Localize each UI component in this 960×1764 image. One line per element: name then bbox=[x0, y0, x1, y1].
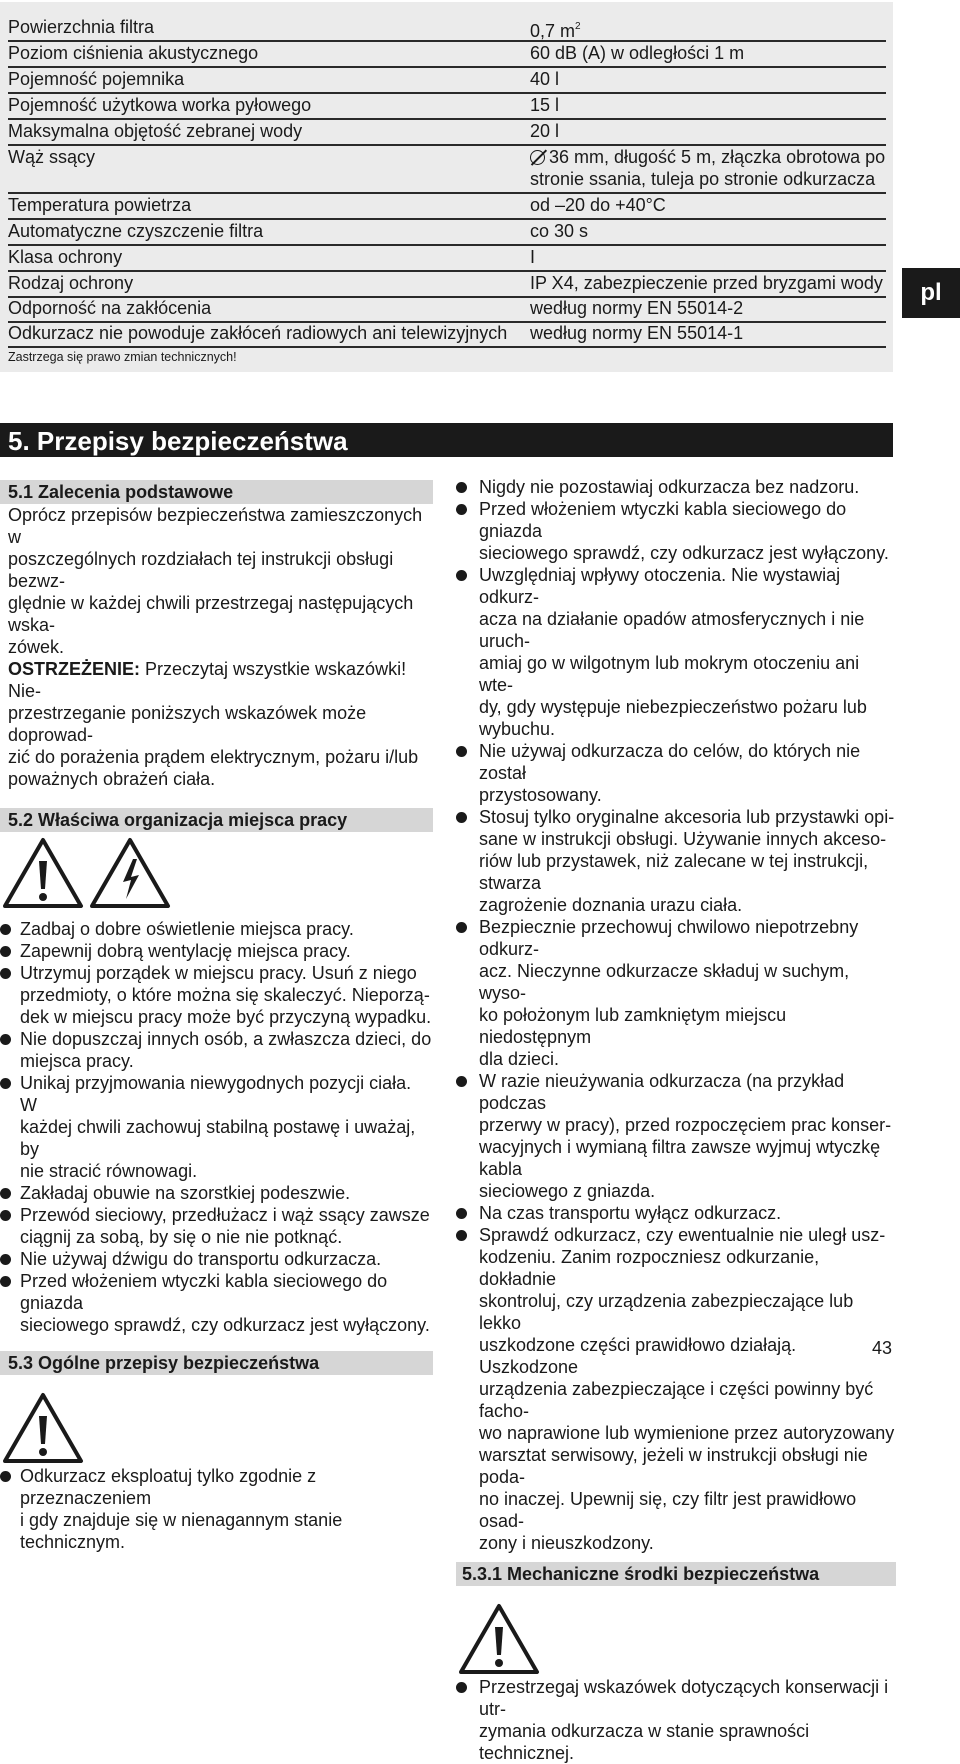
list-item bbox=[8, 962, 433, 1028]
spec-row bbox=[8, 16, 886, 42]
text-line: Zapewnij dobrą wentylację miejsca pracy. bbox=[20, 941, 351, 961]
text-line: acz. Nieczynne odkurzacze składuj w suchym, wyso- bbox=[479, 961, 850, 1003]
text-line: poszczególnych rozdziałach tej instrukcji obsługi bezwz- bbox=[8, 549, 394, 591]
text-line: acza na działanie opadów atmosferycznych i nie uruch- bbox=[479, 609, 865, 651]
text-line: kodzeniu. Zanim rozpoczniesz odkurzanie, dokładnie bbox=[479, 1247, 820, 1289]
text-line: przestrzeganie poniższych wskazówek może doprowad- bbox=[8, 703, 367, 745]
text-line: przerwy w pracy), przed rozpoczęciem prac konser- bbox=[479, 1115, 892, 1135]
subsection-heading: 5.1 Zalecenia podstawowe bbox=[0, 480, 433, 504]
text-line: urządzenia zabezpieczające i części powinny być facho- bbox=[479, 1379, 874, 1421]
section-heading-text: 5. Przepisy bezpieczeństwa bbox=[8, 426, 348, 456]
list-item bbox=[8, 1204, 433, 1248]
spec-label: Poziom ciśnienia akustycznego bbox=[8, 43, 259, 63]
list-item bbox=[8, 1465, 433, 1553]
paragraph bbox=[8, 504, 433, 790]
spec-value bbox=[530, 16, 581, 42]
text-line: Stosuj tylko oryginalne akcesoria lub przystawki opi- bbox=[479, 807, 895, 827]
spec-row bbox=[8, 220, 886, 246]
text-line: poważnych obrażeń ciała. bbox=[8, 769, 216, 789]
text-line: przystosowany. bbox=[479, 785, 602, 805]
list-item bbox=[8, 1270, 433, 1336]
warning-icon bbox=[2, 1392, 84, 1464]
text-line: Bezpiecznie przechowuj chwilowo niepotrzebny odkurz- bbox=[479, 917, 859, 959]
text-line: Sprawdź odkurzacz, czy ewentualnie nie uległ usz- bbox=[479, 1225, 886, 1245]
safety-icons bbox=[462, 1603, 896, 1675]
text-line: zagrożenie doznania urazu ciała. bbox=[479, 895, 743, 915]
text-line: Odkurzacz eksploatuj tylko zgodnie z przeznaczeniem bbox=[20, 1466, 317, 1508]
spec-value: IP X4, zabezpieczenie przed bryzgami wody bbox=[530, 273, 883, 293]
list-item bbox=[8, 1248, 433, 1270]
list-item bbox=[462, 1070, 896, 1202]
warning-icon bbox=[2, 837, 84, 909]
text-line: sieciowego sprawdź, czy odkurzacz jest wyłączony. bbox=[479, 543, 889, 563]
spec-row bbox=[8, 120, 886, 146]
text-line: zony i nieuszkodzony. bbox=[479, 1533, 654, 1553]
right-column bbox=[462, 476, 896, 1764]
spec-label: Klasa ochrony bbox=[8, 247, 123, 267]
spec-value: 60 dB (A) w odległości 1 m bbox=[530, 43, 745, 63]
high-voltage-icon bbox=[89, 837, 171, 909]
spec-value-line: 36 mm, długość 5 m, złączka obrotowa po bbox=[549, 147, 886, 167]
text-line: Przeczytaj wszystkie wskazówki! Nie- bbox=[8, 659, 407, 701]
spec-row bbox=[8, 94, 886, 120]
text-line: przedmioty, o które można się skaleczyć. Nieporzą- bbox=[20, 985, 430, 1005]
text-line: Nigdy nie pozostawiaj odkurzacza bez nadzoru. bbox=[479, 477, 860, 497]
spec-note: Zastrzega się prawo zmian technicznych! bbox=[8, 350, 237, 364]
list-item bbox=[462, 1202, 896, 1224]
text-line: miejsca pracy. bbox=[20, 1051, 134, 1071]
spec-value: według normy EN 55014-1 bbox=[530, 323, 744, 343]
subsection-heading: 5.3.1 Mechaniczne środki bezpieczeństwa bbox=[456, 1562, 896, 1586]
list-item bbox=[462, 740, 896, 806]
text-line: dek w miejscu pracy może być przyczyną wypadku. bbox=[20, 1007, 432, 1027]
text-line: skontroluj, czy urządzenia zabezpieczające lub lekko bbox=[479, 1291, 854, 1333]
text-line: każdej chwili zachowuj stabilną postawę i uważaj, by bbox=[20, 1117, 416, 1159]
text-line: Nie używaj dźwigu do transportu odkurzacza. bbox=[20, 1249, 382, 1269]
spec-label: Rodzaj ochrony bbox=[8, 273, 134, 293]
text-line: sieciowego z gniazda. bbox=[479, 1181, 656, 1201]
text-line: Przestrzegaj wskazówek dotyczących konserwacji i utr- bbox=[479, 1677, 889, 1719]
list-item bbox=[462, 1224, 896, 1554]
text-line: riów lub przystawek, niż zalecane w tej instrukcji, stwarza bbox=[479, 851, 869, 893]
spec-value bbox=[530, 146, 885, 190]
list-item bbox=[8, 1028, 433, 1072]
spec-row bbox=[8, 68, 886, 94]
safety-icons bbox=[8, 837, 433, 915]
spec-value: 15 l bbox=[530, 95, 560, 115]
spec-row bbox=[8, 42, 886, 68]
bullet-list bbox=[462, 476, 896, 1554]
text-line: Nie używaj odkurzacza do celów, do których nie został bbox=[479, 741, 861, 783]
spec-table bbox=[0, 2, 893, 372]
text-line: sieciowego sprawdź, czy odkurzacz jest wyłączony. bbox=[20, 1315, 430, 1335]
spec-label: Odkurzacz nie powoduje zakłóceń radiowych ani telewizyjnych bbox=[8, 323, 508, 343]
text-line: wo naprawione lub wymienione przez autoryzowany bbox=[479, 1423, 895, 1443]
list-item bbox=[462, 1676, 896, 1764]
spec-value: 20 l bbox=[530, 121, 560, 141]
spec-value: I bbox=[530, 247, 536, 267]
list-item bbox=[8, 1182, 433, 1204]
bullet-list bbox=[8, 1465, 433, 1553]
text-line: Nie dopuszczaj innych osób, a zwłaszcza dzieci, do bbox=[20, 1029, 432, 1049]
spec-label: Wąż ssący bbox=[8, 147, 96, 167]
text-line: amiaj go w wilgotnym lub mokrym otoczeniu ani wte- bbox=[479, 653, 860, 695]
section-heading bbox=[0, 423, 893, 457]
spec-row bbox=[8, 297, 886, 323]
left-column bbox=[8, 480, 433, 1553]
spec-row bbox=[8, 322, 886, 348]
spec-label: Pojemność pojemnika bbox=[8, 69, 185, 89]
spec-value: co 30 s bbox=[530, 221, 589, 241]
text-line: Zadbaj o dobre oświetlenie miejsca pracy. bbox=[20, 919, 354, 939]
text-line: no inaczej. Upewnij się, czy filtr jest prawidłowo osad- bbox=[479, 1489, 857, 1531]
spec-value: od –20 do +40°C bbox=[530, 195, 666, 215]
text-line: Przewód sieciowy, przedłużacz i wąż ssący zawsze bbox=[20, 1205, 430, 1225]
text-line: warsztat serwisowy, jeżeli w instrukcji obsługi nie poda- bbox=[479, 1445, 868, 1487]
subsection-heading: 5.2 Właściwa organizacja miejsca pracy bbox=[0, 808, 433, 832]
spec-label: Odporność na zakłócenia bbox=[8, 298, 212, 318]
spec-label: Maksymalna objętość zebranej wody bbox=[8, 121, 303, 141]
text-line: dla dzieci. bbox=[479, 1049, 560, 1069]
text-line: sane w instrukcji obsługi. Używanie innych akceso- bbox=[479, 829, 887, 849]
text-line: nie stracić równowagi. bbox=[20, 1161, 198, 1181]
subsection-heading: 5.3 Ogólne przepisy bezpieczeństwa bbox=[0, 1351, 433, 1375]
text-line: zić do porażenia prądem elektrycznym, pożaru i/lub bbox=[8, 747, 419, 767]
list-item bbox=[462, 476, 896, 498]
safety-icons bbox=[8, 1392, 433, 1464]
text-line: zówek. bbox=[8, 637, 65, 657]
page-number: 43 bbox=[872, 1338, 893, 1358]
text-line: Oprócz przepisów bezpieczeństwa zamieszczonych w bbox=[8, 505, 423, 547]
list-item bbox=[8, 940, 433, 962]
text-line: i gdy znajduje się w nienagannym stanie technicznym. bbox=[20, 1510, 343, 1552]
spec-label: Pojemność użytkowa worka pyłowego bbox=[8, 95, 312, 115]
spec-row bbox=[8, 246, 886, 272]
spec-label: Temperatura powietrza bbox=[8, 195, 192, 215]
spec-label: Powierzchnia filtra bbox=[8, 17, 155, 37]
spec-value: według normy EN 55014-2 bbox=[530, 298, 744, 318]
spec-label: Automatyczne czyszczenie filtra bbox=[8, 221, 264, 241]
text-line: Uwzględniaj wpływy otoczenia. Nie wystawiaj odkurz- bbox=[479, 565, 841, 607]
text-line: W razie nieużywania odkurzacza (na przykład podczas bbox=[479, 1071, 845, 1113]
text-line: ko położonym lub zamkniętym miejscu niedostępnym bbox=[479, 1005, 787, 1047]
text-line: dy, gdy występuje niebezpieczeństwo pożaru lub wybuchu. bbox=[479, 697, 867, 739]
text-line: ględnie w każdej chwili przestrzegaj następujących wska- bbox=[8, 593, 414, 635]
spec-value-superscript: 2 bbox=[575, 21, 581, 32]
text-line: zymania odkurzacza w stanie sprawności technicznej. bbox=[479, 1721, 810, 1763]
list-item bbox=[8, 1072, 433, 1182]
list-item bbox=[8, 918, 433, 940]
bullet-list bbox=[462, 1676, 896, 1764]
warning-label: OSTRZEŻENIE: bbox=[8, 659, 141, 679]
list-item bbox=[462, 498, 896, 564]
list-item bbox=[462, 916, 896, 1070]
spec-value-line: stronie ssania, tuleja po stronie odkurzacza bbox=[530, 169, 876, 189]
spec-row bbox=[8, 194, 886, 220]
text-line: Zakładaj obuwie na szorstkiej podeszwie. bbox=[20, 1183, 351, 1203]
list-item bbox=[462, 564, 896, 740]
text-line: uszkodzone części prawidłowo działają. Uszkodzone bbox=[479, 1335, 797, 1377]
spec-value: 40 l bbox=[530, 69, 560, 89]
text-line: Przed włożeniem wtyczki kabla sieciowego do gniazda bbox=[20, 1271, 388, 1313]
warning-icon bbox=[458, 1603, 540, 1675]
text-line: Przed włożeniem wtyczki kabla sieciowego do gniazda bbox=[479, 499, 847, 541]
diameter-icon bbox=[530, 150, 545, 165]
text-line: Utrzymuj porządek w miejscu pracy. Usuń z niego bbox=[20, 963, 417, 983]
language-tab: pl bbox=[902, 268, 960, 318]
bullet-list bbox=[8, 918, 433, 1336]
spec-row bbox=[8, 146, 886, 194]
text-line: ciągnij za sobą, by się o nie nie potknąć. bbox=[20, 1227, 343, 1247]
text-line: Unikaj przyjmowania niewygodnych pozycji ciała. W bbox=[20, 1073, 412, 1115]
list-item bbox=[462, 806, 896, 916]
text-line: wacyjnych i wymianą filtra zawsze wyjmuj wtyczkę kabla bbox=[479, 1137, 881, 1179]
text-line: Na czas transportu wyłącz odkurzacz. bbox=[479, 1203, 782, 1223]
spec-value-text: 0,7 m bbox=[530, 21, 576, 41]
spec-row bbox=[8, 272, 886, 298]
